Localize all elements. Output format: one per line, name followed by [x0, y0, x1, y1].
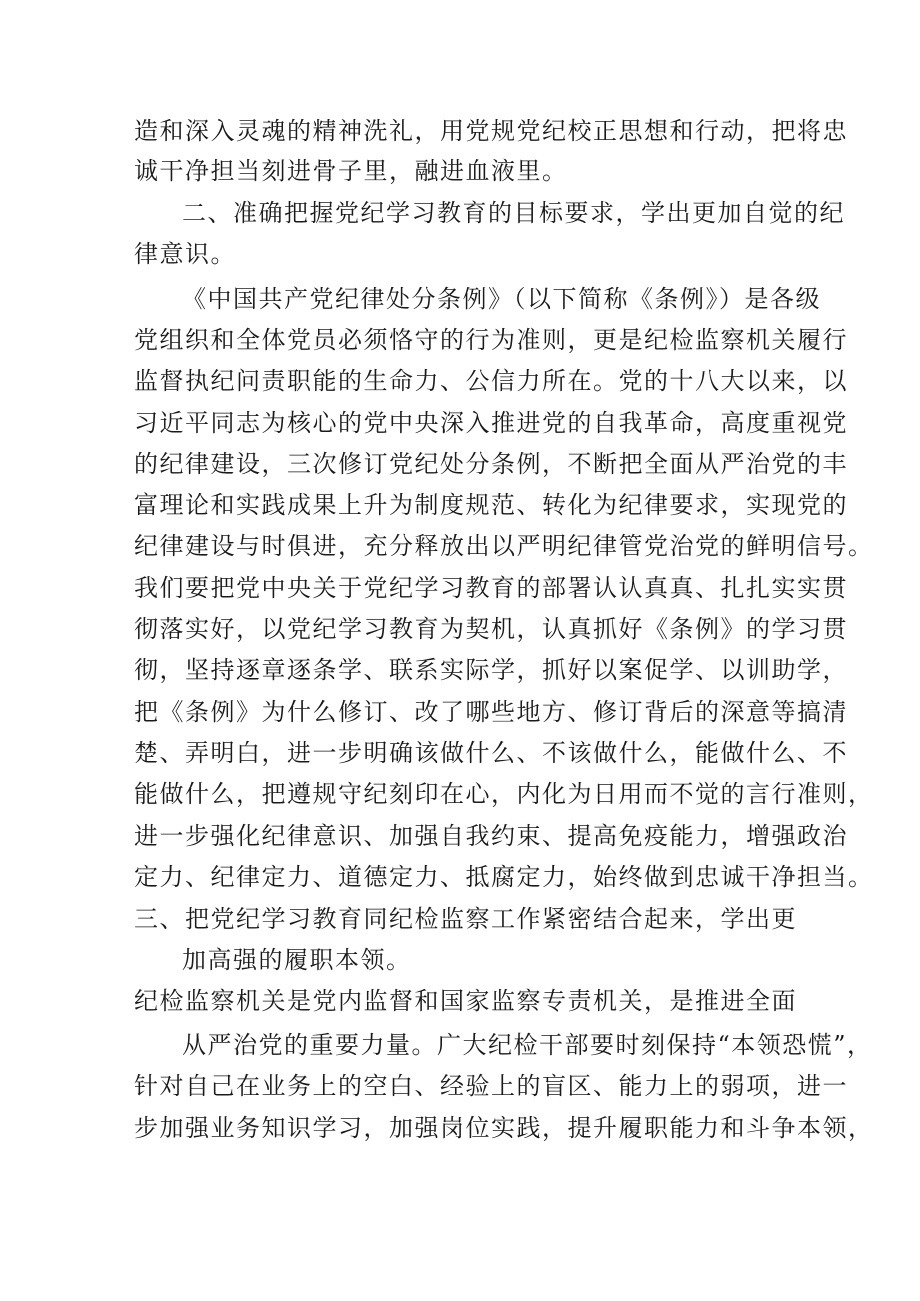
paragraph-line: 楚、弄明白，进一步明确该做什么、不该做什么，能做什么、不 [134, 739, 848, 767]
section-heading-3-line: 纪检监察机关是党内监督和国家监察专责机关，是推进全面 [134, 987, 797, 1015]
paragraph-line: 的纪律建设，三次修订党纪处分条例，不断把全面从严治党的丰 [134, 450, 848, 478]
paragraph-line: 能做什么，把遵规守纪刻印在心，内化为日用而不觉的言行准则， [134, 780, 874, 808]
section-heading-2-line: 二、准确把握党纪学习教育的目标要求，学出更加自觉的纪 [182, 199, 845, 227]
paragraph-line: 习近平同志为核心的党中央深入推进党的自我革命，高度重视党 [134, 409, 848, 437]
paragraph-line: 步加强业务知识学习，加强岗位实践，提升履职能力和斗争本领， [134, 1114, 874, 1142]
paragraph-line: 三、把党纪学习教育同纪检监察工作紧密结合起来，学出更 [134, 905, 797, 933]
paragraph-line: 针对自己在业务上的空白、经验上的盲区、能力上的弱项，进一 [134, 1072, 848, 1100]
paragraph-line: 彻，坚持逐章逐条学、联系实际学，抓好以案促学、以训助学， [134, 656, 848, 684]
paragraph-line: 《中国共产党纪律处分条例》（以下简称《条例》）是各级 [182, 285, 821, 313]
section-heading-2-line: 律意识。 [134, 240, 236, 268]
paragraph-line: 造和深入灵魂的精神洗礼，用党规党纪校正思想和行动，把将忠 [134, 117, 848, 145]
paragraph-line: 纪律建设与时俱进，充分释放出以严明纪律管党治党的鲜明信号。 [134, 532, 874, 560]
paragraph-line: 把《条例》为什么修订、改了哪些地方、修订背后的深意等搞清 [134, 698, 848, 726]
section-heading-3-line: 加高强的履职本领。 [182, 946, 412, 974]
paragraph-line: 从严治党的重要力量。广大纪检干部要时刻保持“本领恐慌”， [182, 1031, 873, 1059]
paragraph-line: 党组织和全体党员必须恪守的行为准则，更是纪检监察机关履行 [134, 326, 848, 354]
paragraph-line: 监督执纪问责职能的生命力、公信力所在。党的十八大以来，以 [134, 367, 848, 395]
paragraph-line: 彻落实好，以党纪学习教育为契机，认真抓好《条例》的学习贯 [134, 615, 848, 643]
paragraph-line: 定力、纪律定力、道德定力、抵腐定力，始终做到忠诚干净担当。 [134, 863, 874, 891]
paragraph-line: 诚干净担当刻进骨子里，融进血液里。 [134, 157, 568, 185]
paragraph-line: 我们要把党中央关于党纪学习教育的部署认认真真、扎扎实实贯 [134, 574, 848, 602]
paragraph-line: 进一步强化纪律意识、加强自我约束、提高免疫能力，增强政治 [134, 822, 848, 850]
paragraph-line: 富理论和实践成果上升为制度规范、转化为纪律要求，实现党的 [134, 491, 848, 519]
